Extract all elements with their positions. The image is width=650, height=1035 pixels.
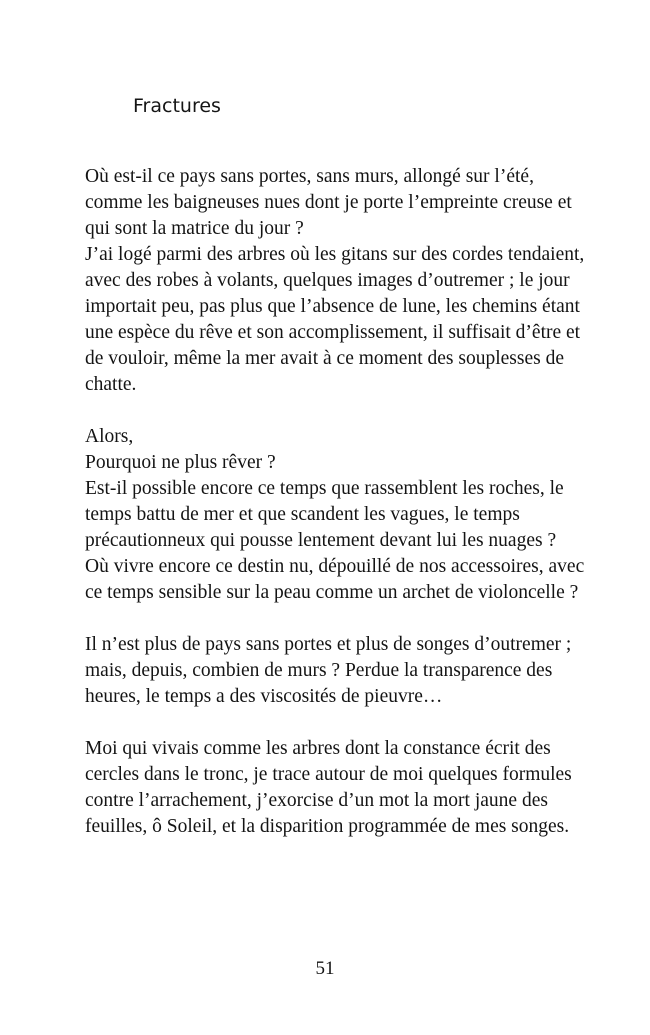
paragraph-4: [85, 736, 575, 840]
text-line: qui sont la matrice du jour ?: [85, 218, 304, 239]
text-line: Où vivre encore ce destin nu, dépouillé de nos accessoires, avec: [85, 556, 585, 577]
text-line: Il n’est plus de pays sans portes et plus de songes d’outremer ;: [85, 634, 572, 655]
text-line: chatte.: [85, 374, 137, 395]
paragraph-3: [85, 632, 575, 710]
text-line: Alors,: [85, 426, 134, 447]
text-line: ce temps sensible sur la peau comme un archet de violoncelle ?: [85, 582, 579, 603]
text-line: comme les baigneuses nues dont je porte l’empreinte creuse et: [85, 192, 572, 213]
text-line: J’ai logé parmi des arbres où les gitans sur des cordes tendaient,: [85, 244, 585, 265]
text-line: avec des robes à volants, quelques images d’outremer ; le jour: [85, 270, 570, 291]
poem-title: Fractures: [133, 95, 221, 117]
text-line: de vouloir, même la mer avait à ce moment des souplesses de: [85, 348, 564, 369]
text-line: temps battu de mer et que scandent les vagues, le temps: [85, 504, 520, 525]
page-number: 51: [315, 958, 335, 979]
poem-body: [85, 164, 585, 866]
text-line: contre l’arrachement, j’exorcise d’un mot la mort jaune des: [85, 790, 548, 811]
text-line: cercles dans le tronc, je trace autour de moi quelques formules: [85, 764, 572, 785]
paragraph-2: [85, 424, 585, 606]
text-line: feuilles, ô Soleil, et la disparition programmée de mes songes.: [85, 816, 570, 837]
text-line: Pourquoi ne plus rêver ?: [85, 452, 276, 473]
text-line: précautionneux qui pousse lentement devant lui les nuages ?: [85, 530, 557, 551]
text-line: Où est-il ce pays sans portes, sans murs, allongé sur l’été,: [85, 166, 534, 187]
text-line: heures, le temps a des viscosités de pieuvre…: [85, 686, 443, 707]
paragraph-1: [85, 164, 585, 398]
text-line: mais, depuis, combien de murs ? Perdue la transparence des: [85, 660, 553, 681]
text-line: une espèce du rêve et son accomplissement, il suffisait d’être et: [85, 322, 581, 343]
text-line: Moi qui vivais comme les arbres dont la constance écrit des: [85, 738, 551, 759]
text-line: importait peu, pas plus que l’absence de lune, les chemins étant: [85, 296, 580, 317]
text-line: Est-il possible encore ce temps que rassemblent les roches, le: [85, 478, 564, 499]
